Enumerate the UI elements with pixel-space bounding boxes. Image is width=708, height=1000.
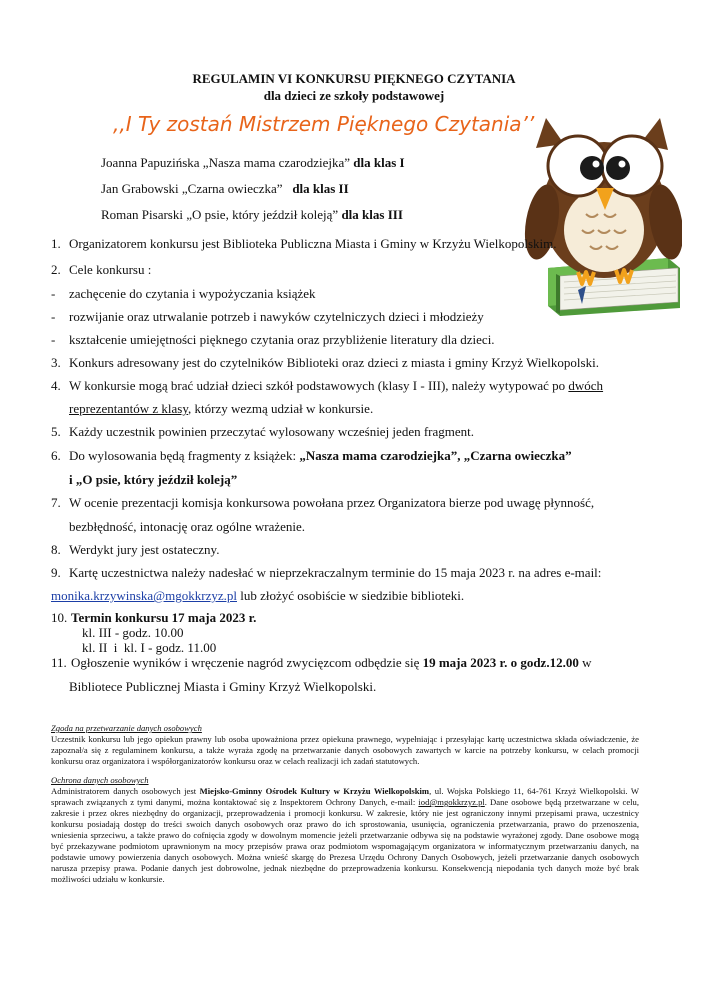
document-subtitle: dla dzieci ze szkoły podstawowej xyxy=(263,88,445,103)
owl-on-book-illustration xyxy=(520,118,682,316)
rule-9-cont: monika.krzywinska@mgokkrzyz.pl lub złożyć osobiście w siedzibie biblioteki. xyxy=(51,588,465,603)
rule-11-cont: Bibliotece Publicznej Miasta i Gminy Krzyż Wielkopolski. xyxy=(69,679,377,694)
rule-10-time-b: kl. II i kl. I - godz. 11.00 xyxy=(82,640,217,655)
rule-7-cont: bezbłędność, intonację oraz ogólne wrażenie. xyxy=(69,519,306,534)
slogan: ,,I Ty zostań Mistrzem Pięknego Czytania’’ xyxy=(113,112,535,136)
rule-4-cont: reprezentantów z klasy, którzy wezmą udział w konkursie. xyxy=(69,401,374,416)
consent-section xyxy=(51,723,639,767)
document-title: REGULAMIN VI KONKURSU PIĘKNEGO CZYTANIA xyxy=(192,71,516,86)
privacy-text: Administratorem danych osobowych jest Miejsko-Gminny Ośrodek Kultury w Krzyżu Wielkopolskim, ul. Wojska Polskiego 11, 64-761 Krzyż Wielkopolski. W sprawach związanych z tymi danymi, można kontaktować się z Inspektorem Ochrony Danych, e-mail: iod@mgokkrzyz.pl. Dane osobowe będą przetwarzane w celu, zakresie i przez okres niezbędny do organizacji, przeprowadzenia i promocji konkursu. W zakresie, który nie jest ograniczony innymi przepisami prawa, uczestnicy konkursu posiadają dostęp do treści swoich danych osobowych oraz prawo do ich sprostowania, usunięcia, ograniczenia przetwarzania, prawo do przenoszenia, wniesienia sprzeciwu, a także prawo do cofnięcia zgody w dowolnym momencie jeżeli przetwarzanie odbywa się na podstawie wyrażonej zgody. Dane osobowe mogą być przekazywane podmiotom uprawnionym na mocy przepisów prawa oraz podmiotom wspomagającym organizatora w informatycznym przetwarzaniu danych, na podstawie umowy powierzenia danych osobowych. Można wnieść skargę do Prezesa Urzędu Ochrony Danych Osobowych, jeżeli przetwarzanie danych osobowych narusza przepisy prawa. Podanie danych jest dobrowolne, jednak niezbędne do przeprowadzenia konkursu. Konsekwencją niepodania tych danych może być brak możliwości udziału w konkursie. xyxy=(51,786,639,884)
privacy-heading: Ochrona danych osobowych xyxy=(51,775,149,785)
book-line-3: Roman Pisarski „O psie, który jeździł koleją” dla klas III xyxy=(101,207,403,222)
rule-10-time-a: kl. III - godz. 10.00 xyxy=(82,625,184,640)
email-link[interactable]: monika.krzywinska@mgokkrzyz.pl xyxy=(51,588,237,603)
rule-6-cont: i „O psie, który jeździł koleją” xyxy=(69,472,238,487)
privacy-section xyxy=(51,775,639,885)
book-line-1: Joanna Papuzińska „Nasza mama czarodziejka” dla klas I xyxy=(101,155,405,170)
iod-email-link[interactable]: iod@mgokkrzyz.pl xyxy=(418,797,485,807)
consent-text: Uczestnik konkursu lub jego opiekun prawny lub osoba upoważniona przez opiekuna prawnego, wypełniając i przesyłając kartę uczestnictwa składa oświadczenie, że zapoznał/a się z regulaminem konkursu, a także wyraża zgodę na przetwarzanie danych osobowych zawartych w karcie na potrzeby konkursu, w celach promocji konkursu oraz organizatora i współorganizatorów konkursu oraz w celach realizacji ich zadań statutowych. xyxy=(51,734,639,766)
consent-heading: Zgoda na przetwarzanie danych osobowych xyxy=(51,723,202,733)
book-line-2: Jan Grabowski „Czarna owieczka” dla klas II xyxy=(101,181,349,196)
